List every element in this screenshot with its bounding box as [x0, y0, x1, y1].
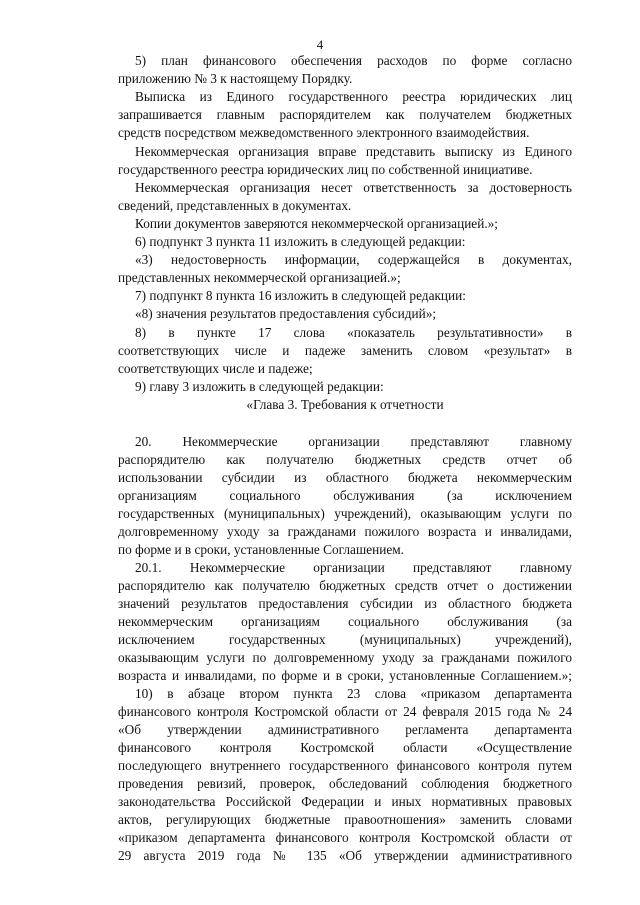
- text-line: соответствующих числе и падеже заменить словом «результат» в: [118, 343, 572, 358]
- text-line: актов, регулирующих бюджетные правоотношения» заменить словами: [118, 812, 572, 827]
- text-line: государственного реестра юридических лиц по собственной инициативе.: [118, 162, 533, 177]
- text-line: 29 августа 2019 года № 135 «Об утверждении административного: [118, 848, 572, 863]
- text-line: 8) в пункте 17 слова «показатель результативности» в: [135, 325, 572, 340]
- text-line: средств посредством межведомственного электронного взаимодействия.: [118, 125, 530, 140]
- text-line: соответствующих числе и падеже;: [118, 361, 313, 376]
- text-line: по форме и в сроки, установленные Соглашением.: [118, 542, 404, 557]
- text-line: финансового контроля Костромской области от 24 февраля 2015 года № 24: [118, 704, 572, 719]
- text-line: проведения ревизий, проверок, обследований соблюдения бюджетного: [118, 776, 572, 791]
- text-line: долговременному уходу за гражданами пожилого возраста и инвалидами,: [118, 524, 572, 539]
- text-line: финансового контроля Костромской области «Осуществление: [118, 740, 572, 755]
- text-line: Выписка из Единого государственного реестра юридических лиц: [135, 89, 572, 104]
- text-line: «приказом департамента финансового контроля Костромской области от: [118, 830, 572, 845]
- text-line: «3) недостоверность информации, содержащейся в документах,: [135, 252, 572, 267]
- text-line: 20.1. Некоммерческие организации представляют главному: [135, 560, 572, 575]
- text-line: законодательства Российской Федерации и иных нормативных правовых: [118, 794, 572, 809]
- text-line: последующего внутреннего государственного финансового контроля путем: [118, 758, 572, 773]
- text-line: исключением государственных (муниципальных) учреждений),: [118, 632, 572, 647]
- text-line: Некоммерческая организация вправе представить выписку из Единого: [135, 144, 572, 159]
- text-line: 7) подпункт 8 пункта 16 изложить в следующей редакции:: [135, 288, 466, 303]
- page-number: 4: [316, 37, 324, 52]
- text-line: Копии документов заверяются некоммерческой организацией.»;: [135, 216, 498, 231]
- text-line: использовании субсидии из областного бюджета некоммерческим: [118, 470, 572, 485]
- text-line: значений результатов предоставления субсидии из областного бюджета: [118, 596, 572, 611]
- text-line: 10) в абзаце втором пункта 23 слова «приказом департамента: [135, 686, 572, 701]
- text-line: распорядителю как получателю бюджетных средств отчет о достижении: [118, 578, 572, 593]
- text-line: сведений, представленных в документах.: [118, 198, 352, 213]
- text-line: распорядителю как получателю бюджетных средств отчет об: [118, 452, 572, 467]
- text-line: 6) подпункт 3 пункта 11 изложить в следующей редакции:: [135, 234, 466, 249]
- text-line: «Об утверждении административного регламента департамента: [118, 722, 572, 737]
- text-line: некоммерческим организациям социального обслуживания (за: [118, 614, 572, 629]
- text-line: 9) главу 3 изложить в следующей редакции:: [135, 379, 384, 394]
- text-line: приложению № 3 к настоящему Порядку.: [118, 71, 353, 86]
- text-line: организациям социального обслуживания (за исключением: [118, 488, 572, 503]
- text-line: Некоммерческая организация несет ответственность за достоверность: [135, 180, 572, 195]
- text-line: возраста и инвалидами, по форме и в сроки, установленные Соглашением.»;: [118, 668, 572, 683]
- text-line: запрашивается главным распорядителем как получателем бюджетных: [118, 107, 572, 122]
- text-line: «Глава 3. Требования к отчетности: [246, 397, 444, 412]
- text-line: государственных (муниципальных) учреждений), оказывающим услуги по: [118, 506, 572, 521]
- text-line: оказывающим услуги по долговременному уходу за гражданами пожилого: [118, 650, 572, 665]
- text-line: представленных некоммерческой организацией.»;: [118, 270, 401, 285]
- text-line: «8) значения результатов предоставления субсидий»;: [135, 306, 437, 321]
- text-line: 5) план финансового обеспечения расходов по форме согласно: [135, 53, 572, 68]
- text-line: 20. Некоммерческие организации представляют главному: [135, 434, 572, 449]
